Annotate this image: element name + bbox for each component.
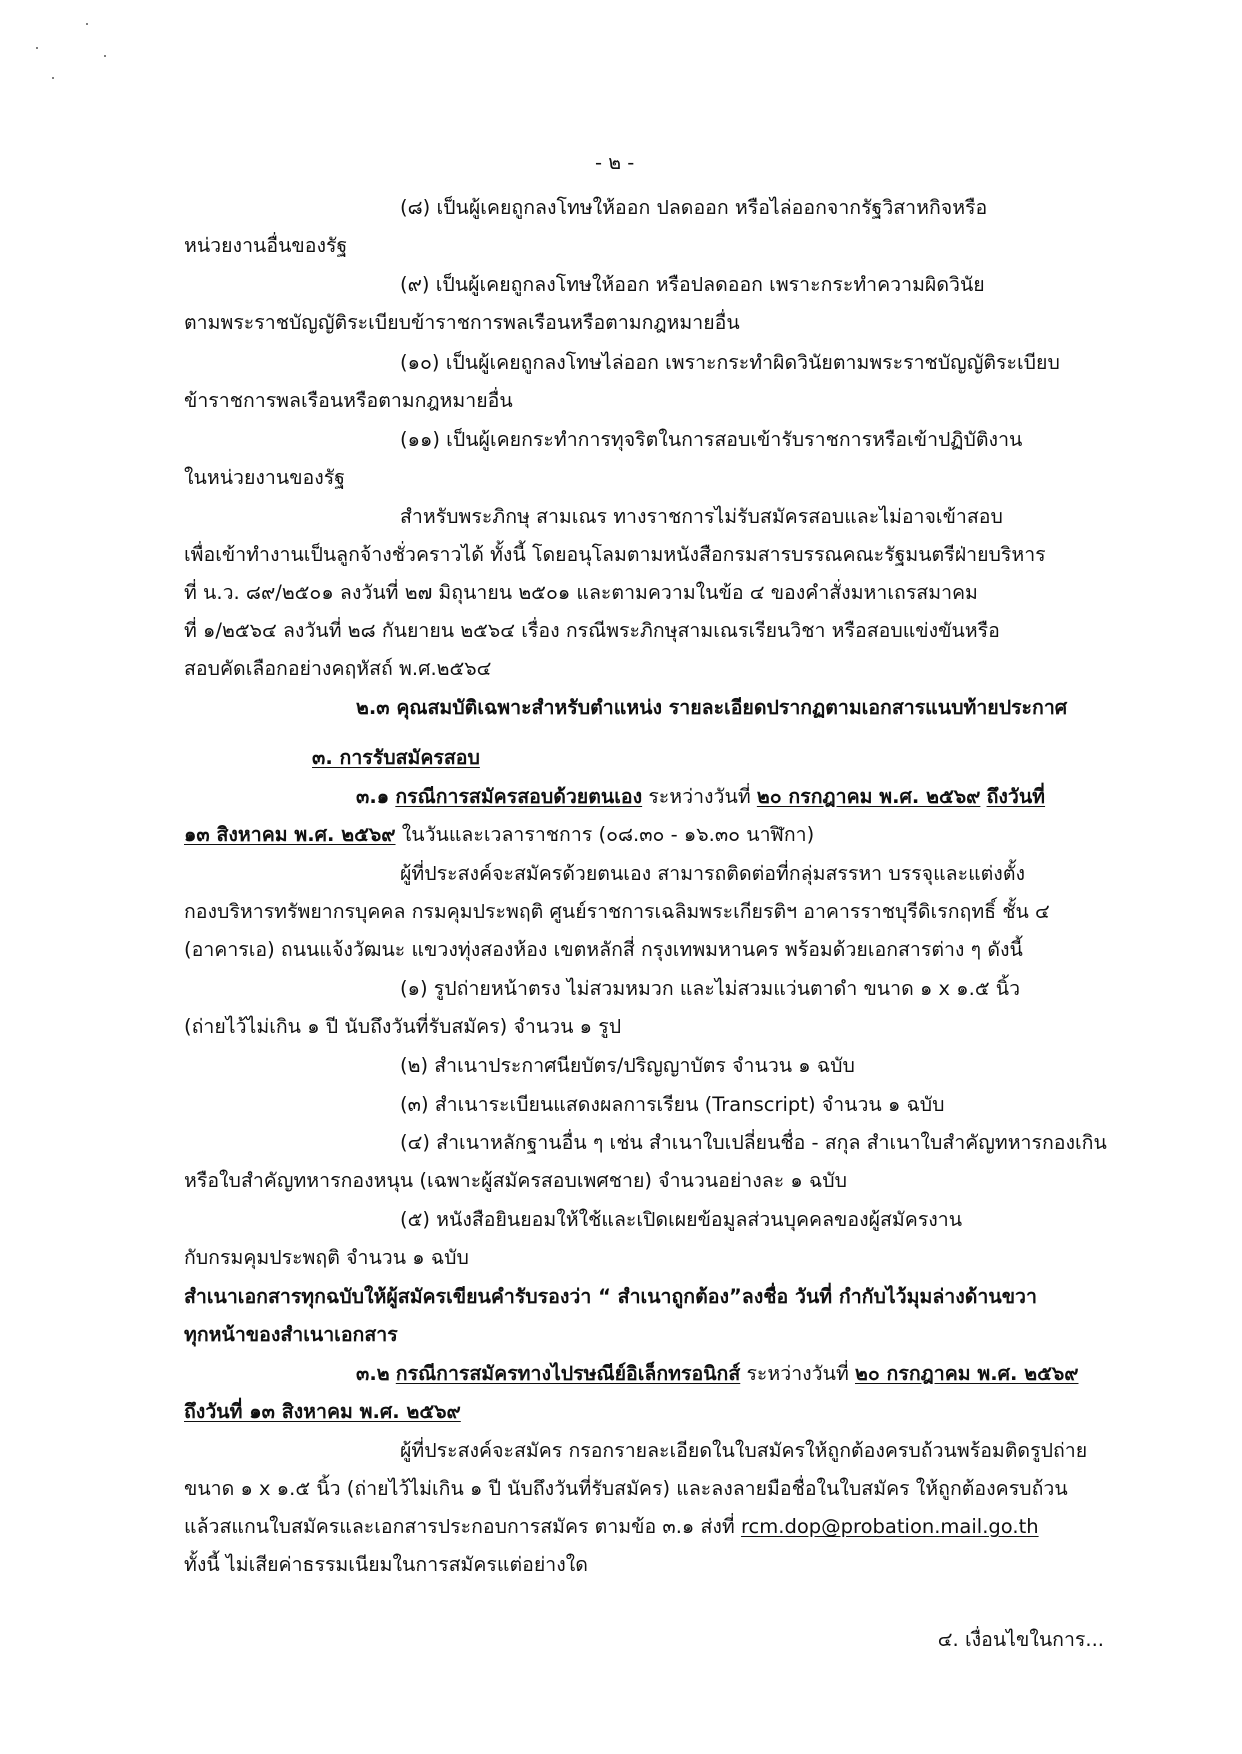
date-start: ๒๐ กรกฎาคม พ.ศ. ๒๕๖๙: [756, 785, 981, 808]
scan-speck: [36, 47, 38, 49]
paragraph-line: (อาคารเอ) ถนนแจ้งวัฒนะ แขวงทุ่งสองห้อง เขตหลักสี่ กรุงเทพมหานคร พร้อมด้วยเอกสารต่าง ๆ ดังนี้: [184, 938, 1023, 961]
document-item: (๒) สำเนาประกาศนียบัตร/ปริญญาบัตร จำนวน ๑ ฉบับ: [400, 1054, 855, 1077]
certify-note: สำเนาเอกสารทุกฉบับให้ผู้สมัครเขียนคำรับรองว่า “ สำเนาถูกต้อง”ลงชื่อ วันที่ กำกับไว้มุมล่างด้านขวา: [184, 1285, 1037, 1308]
qualification-item-cont: หน่วยงานอื่นของรัฐ: [184, 234, 348, 257]
certify-note-cont: ทุกหน้าของสำเนาเอกสาร: [184, 1323, 398, 1346]
paragraph-line: สอบคัดเลือกอย่างคฤหัสถ์ พ.ศ.๒๕๖๔: [184, 657, 492, 680]
qualification-item: (๑๑) เป็นผู้เคยกระทำการทุจริตในการสอบเข้ารับราชการหรือเข้าปฏิบัติงาน: [400, 428, 1023, 451]
continuation-note: ๔. เงื่อนไขในการ...: [937, 1628, 1104, 1651]
document-item-cont: กับกรมคุมประพฤติ จำนวน ๑ ฉบับ: [184, 1246, 469, 1269]
paragraph-line: สำหรับพระภิกษุ สามเณร ทางราชการไม่รับสมัครสอบและไม่อาจเข้าสอบ: [400, 505, 1003, 528]
qualification-item: (๘) เป็นผู้เคยถูกลงโทษให้ออก ปลดออก หรือไล่ออกจากรัฐวิสาหกิจหรือ: [400, 196, 988, 219]
document-item-cont: (ถ่ายไว้ไม่เกิน ๑ ปี นับถึงวันที่รับสมัคร) จำนวน ๑ รูป: [184, 1015, 622, 1038]
document-item: (๔) สำเนาหลักฐานอื่น ๆ เช่น สำเนาใบเปลี่ยนชื่อ - สกุล สำเนาใบสำคัญทหารกองเกิน: [400, 1131, 1107, 1154]
qualification-item: (๑๐) เป็นผู้เคยถูกลงโทษไล่ออก เพราะกระทำผิดวินัยตามพระราชบัญญัติระเบียบ: [400, 351, 1060, 374]
scan-speck: [52, 77, 54, 79]
section-3-1-line: [356, 784, 1045, 810]
date-start: ๒๐ กรกฎาคม พ.ศ. ๒๕๖๙: [855, 1362, 1079, 1385]
document-item: (๕) หนังสือยินยอมให้ใช้และเปิดเผยข้อมูลส่วนบุคคลของผู้สมัครงาน: [400, 1208, 963, 1231]
qualification-item-cont: ตามพระราชบัญญัติระเบียบข้าราชการพลเรือนหรือตามกฎหมายอื่น: [184, 311, 740, 334]
qualification-item-cont: ข้าราชการพลเรือนหรือตามกฎหมายอื่น: [184, 389, 513, 412]
section-3-2-line: [356, 1361, 1079, 1387]
section-3-1-line-2: [184, 822, 814, 848]
date-end: ๑๓ สิงหาคม พ.ศ. ๒๕๖๙: [184, 823, 396, 846]
email-link[interactable]: rcm.dop@probation.mail.go.th: [740, 1515, 1039, 1538]
between-label: ระหว่างวันที่: [648, 785, 751, 808]
to-label: ถึงวันที่: [986, 785, 1046, 808]
section-3-title: ๓. การรับสมัครสอบ: [312, 746, 480, 769]
paragraph-line: กองบริหารทรัพยากรบุคคล กรมคุมประพฤติ ศูนย์ราชการเฉลิมพระเกียรติฯ อาคารราชบุรีดิเรกฤทธิ์ ชั้น ๔: [184, 900, 1050, 923]
office-hours: ในวันและเวลาราชการ (๐๘.๓๐ - ๑๖.๓๐ นาฬิกา): [401, 823, 815, 846]
scan-speck: [86, 23, 88, 25]
qualification-item: (๙) เป็นผู้เคยถูกลงโทษให้ออก หรือปลดออก เพราะกระทำความผิดวินัย: [400, 273, 985, 296]
scan-instruction: แล้วสแกนใบสมัครและเอกสารประกอบการสมัคร ตามข้อ ๓.๑ ส่งที่: [184, 1515, 735, 1538]
section-2-3: ๒.๓ คุณสมบัติเฉพาะสำหรับตำแหน่ง รายละเอียดปรากฏตามเอกสารแนบท้ายประกาศ: [356, 696, 1068, 719]
document-item: (๓) สำเนาระเบียนแสดงผลการเรียน (Transcript) จำนวน ๑ ฉบับ: [400, 1093, 945, 1116]
paragraph-line: ที่ น.ว. ๘๙/๒๕๐๑ ลงวันที่ ๒๗ มิถุนายน ๒๕๐๑ และตามความในข้อ ๔ ของคำสั่งมหาเถรสมาคม: [184, 581, 978, 604]
section-heading: กรณีการสมัครทางไปรษณีย์อิเล็กทรอนิกส์: [395, 1362, 741, 1385]
paragraph-line: ผู้ที่ประสงค์จะสมัครด้วยตนเอง สามารถติดต่อที่กลุ่มสรรหา บรรจุและแต่งตั้ง: [400, 862, 1026, 885]
qualification-item-cont: ในหน่วยงานของรัฐ: [184, 466, 346, 489]
section-number: ๓.๒: [356, 1362, 390, 1385]
page-number: - ๒ -: [595, 151, 635, 174]
scan-speck: [104, 55, 106, 57]
section-heading: กรณีการสมัครสอบด้วยตนเอง: [395, 785, 643, 808]
paragraph-line: เพื่อเข้าทำงานเป็นลูกจ้างชั่วคราวได้ ทั้งนี้ โดยอนุโลมตามหนังสือกรมสารบรรณคณะรัฐมนตรีฝ่ายบริหาร: [184, 543, 1046, 566]
between-label: ระหว่างวันที่: [746, 1362, 849, 1385]
date-end: ถึงวันที่ ๑๓ สิงหาคม พ.ศ. ๒๕๖๙: [184, 1400, 461, 1423]
scan-line: [184, 1514, 1039, 1540]
fee-note: ทั้งนี้ ไม่เสียค่าธรรมเนียมในการสมัครแต่อย่างใด: [184, 1553, 588, 1576]
section-number: ๓.๑: [356, 785, 390, 808]
paragraph-line: ที่ ๑/๒๕๖๔ ลงวันที่ ๒๘ กันยายน ๒๕๖๔ เรื่อง กรณีพระภิกษุสามเณรเรียนวิชา หรือสอบแข่งขันหรือ: [184, 619, 1000, 642]
paragraph-line: ขนาด ๑ x ๑.๕ นิ้ว (ถ่ายไว้ไม่เกิน ๑ ปี นับถึงวันที่รับสมัคร) และลงลายมือชื่อในใบสมัคร ให้ถูกต้องครบถ้วน: [184, 1477, 1068, 1500]
paragraph-line: ผู้ที่ประสงค์จะสมัคร กรอกรายละเอียดในใบสมัครให้ถูกต้องครบถ้วนพร้อมติดรูปถ่าย: [400, 1439, 1088, 1462]
document-item-cont: หรือใบสำคัญทหารกองหนุน (เฉพาะผู้สมัครสอบเพศชาย) จำนวนอย่างละ ๑ ฉบับ: [184, 1169, 847, 1192]
document-item: (๑) รูปถ่ายหน้าตรง ไม่สวมหมวก และไม่สวมแว่นตาดำ ขนาด ๑ x ๑.๕ นิ้ว: [400, 977, 1021, 1000]
